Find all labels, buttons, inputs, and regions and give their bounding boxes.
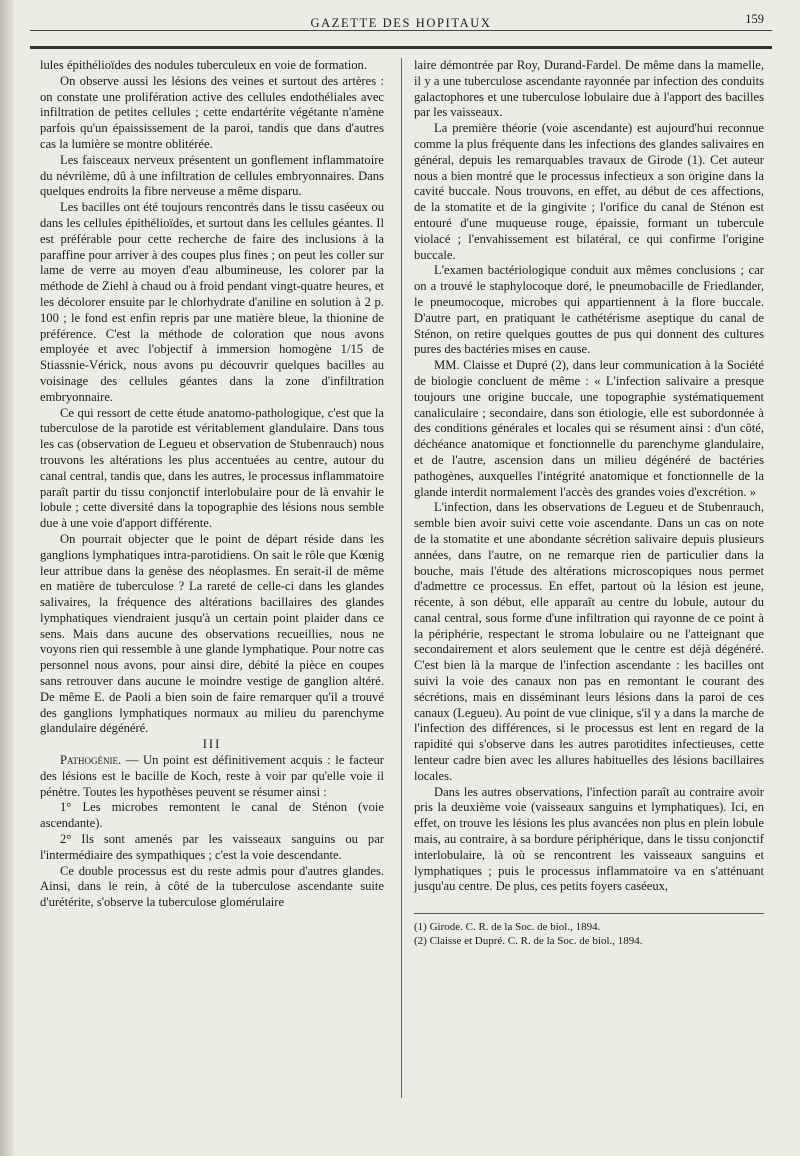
paragraph: L'infection, dans les observations de Legueu et de Stubenrauch, semble bien avoir suivi cette voie ascendante. Dans un cas on note de la stomatite et une abondante sécrétion salivaire depuis plusieurs années, dans l'autre, on ne remarque rien de particulier dans la bouche, mais l'étude des altérations microscopiques nous permet d'admettre ce processus. En effet, partout où la lésion est jeune, récente, à son début, elle apparaît au centre du lobule, autour du canal central, sous forme d'une infiltration qui rayonne de ce point à la périphérie, respectant le stroma lobulaire ou ne l'atteignant que secondairement et alors seulement que le centre est déjà dégénéré. C'est bien là la marque de l'infection ascendante : les bacilles ont suivi la voie des canaux non pas en remontant le courant des sécrétions, mais en disséminant leurs lésions dans la paroi de ces canaux (Legueu). Au point de vue clinique, s'il y a dans la marche de l'infection des différences, si le processus est lent en regard de la rapidité qui s'observe dans les autres parotidites infectieuses, cette lenteur cadre bien avec les allures habituelles des lésions bacillaires locales. xyxy=(414,500,764,783)
column-divider xyxy=(401,58,402,1098)
paragraph: Dans les autres observations, l'infection paraît au contraire avoir pris la deuxième voie (vaisseaux sanguins et lymphatiques). Ici, en effet, on trouve les lésions les plus avancées non plus en plein lobule mais, au contraire, à sa bordure périphérique, dans le tissu conjonctif interlobulaire, là où se rencontrent les vaisseaux sanguins et lymphatiques ; puis le processus inflammatoire va en s'atténuant jusqu'au centre. De plus, ces petits foyers caséeux, xyxy=(414,784,764,894)
right-column xyxy=(414,58,764,948)
paragraph: Les faisceaux nerveux présentent un gonflement inflammatoire du névrilème, dû à une infiltration de cellules embryonnaires. Dans quelques endroits la fibre nerveuse a même disparu. xyxy=(40,152,384,199)
footnote: (1) Girode. C. R. de la Soc. de biol., 1894. xyxy=(414,921,601,934)
footnote: (2) Claisse et Dupré. C. R. de la Soc. de biol., 1894. xyxy=(414,935,643,948)
paragraph: L'examen bactériologique conduit aux mêmes conclusions ; car on a trouvé le staphylocoque doré, le pneumobacille de Friedlander, le pneumocoque, microbes qui appartiennent à la flore buccale. D'autre part, en pratiquant le cathétérisme aseptique du canal de Sténon, on retire quelques gouttes de pus qui donnent des cultures pures des bactéries mises en cause. xyxy=(414,263,764,357)
paragraph: On pourrait objecter que le point de départ réside dans les ganglions lymphatiques intra-parotidiens. On sait le rôle que Kœnig leur attribue dans la genèse des néoplasmes. En serait-il de même en matière de tuberculose ? La rareté de celle-ci dans les glandes salivaires, la fréquence des altérations bacillaires des glandes lymphatiques viendraient jusqu'à un certain point plaider dans ce sens. Mais dans aucune des observations recueillies, nous ne voyons rien qui ressemble à une glande lymphatique. Pour notre cas personnel nous avons, pour ainsi dire, débité la pièce en coupes sans retrouver dans aucune le moindre vestige de ganglion altéré. De même E. de Paoli a bien soin de faire remarquer qu'il a trouvé des ganglions lymphatiques normaux au milieu du parenchyme glandulaire dégénéré. xyxy=(40,531,384,736)
paragraph: Les bacilles ont été toujours rencontrés dans le tissu caséeux ou dans les cellules épithélioïdes, et surtout dans les cellules géantes. Il est préférable pour cette recherche de faire des inclusions à la paraffine pour arriver à des coupes plus fines ; on peut les coller sur lame de verre au moyen d'eau albumineuse, les colorer par la méthode de Ziehl à chaud ou à froid pendant vingt-quatre heures, et les décolorer ensuite par le chlorhydrate d'aniline en solution à 2 p. 100 ; le fond est enfin repris par une matière bleue, la thionine de préférence. C'est la méthode de coloration que nous avons employée et avec l'objectif à immersion homogène 1/15 de Stiassnie-Vérick, nous avons pu découvrir quelques bacilles au voisinage des cellules géantes dans la zone d'infiltration embryonnaire. xyxy=(40,200,384,404)
paragraph: On observe aussi les lésions des veines et surtout des artères : on constate une prolifération active des cellules endothéliales avec infiltration de petites cellules ; cette endartérite végétante n'amène parfois qu'un épaississement de la paroi, tandis que dans d'autres cas la lumière se montre oblitérée. xyxy=(40,73,384,151)
paragraph: La première théorie (voie ascendante) est aujourd'hui reconnue comme la plus fréquente dans les infections des glandes salivaires en général, depuis les remarquables travaux de Girode (1). Cet auteur nous a bien montré que le processus infectieux a son origine dans la cavité buccale. Nous trouvons, en effet, au début de ces affections, de la stomatite et de la gingivite ; l'orifice du canal de Sténon est entouré d'une muqueuse rouge, épaissie, formant un tubercule violacé ; l'envahissement est bilatéral, ce qui confirme l'origine buccale. xyxy=(414,121,764,262)
page-number: 159 xyxy=(745,12,764,26)
section-number: III xyxy=(202,737,222,752)
paragraph: lules épithélioïdes des nodules tuberculeux en voie de formation. xyxy=(40,58,368,72)
left-column xyxy=(40,58,384,911)
paragraph: laire démontrée par Roy, Durand-Fardel. De même dans la mamelle, il y a une tuberculose ascendante rayonnée par infection des conduits galactophores et une tuberculose lobulaire due à l'apport des bacilles par les vaisseaux. xyxy=(414,58,764,120)
section-heading: Pathogénie. xyxy=(60,753,122,768)
header-rule xyxy=(30,30,772,31)
header-double-rule xyxy=(30,46,772,49)
paragraph: 2° Ils sont amenés par les vaisseaux sanguins ou par l'intermédiaire des sympathiques ; c'est la voie descendante. xyxy=(40,832,384,862)
journal-title: GAZETTE DES HOPITAUX xyxy=(310,16,492,30)
paragraph: 1° Les microbes remontent le canal de Sténon (voie ascendante). xyxy=(40,800,384,831)
page-header xyxy=(30,6,772,32)
paragraph: MM. Claisse et Dupré (2), dans leur communication à la Société de biologie concluent de même : « L'infection salivaire a presque toujours une origine buccale, une topographie systématiquement canaliculaire ; secondaire, dans son étiologie, elle est subordonnée à des conditions générales et locales qui se résument ainsi : d'un côté, déchéance anatomique et fonctionnelle du parenchyme glandulaire, et de l'autre, ascension dans un milieu dégénéré de bactéries pathogènes, auxquelles l'intégrité anatomique et fonctionnelle de la glande interdit normalement l'accès des grandes voies d'excrétion. » xyxy=(414,358,764,499)
paragraph: Ce double processus est du reste admis pour d'autres glandes. Ainsi, dans le rein, à côté de la tuberculose ascendante suite d'urétérite, s'observe la tuberculose glomérulaire xyxy=(40,863,384,910)
paragraph-text: — Un point est définitivement acquis : le facteur des lésions est le bacille de Koch, reste à voir par qu'elle voie il pénètre. Toutes les hypothèses peuvent se résumer ainsi : xyxy=(40,753,384,799)
paragraph: Ce qui ressort de cette étude anatomo-pathologique, c'est que la tuberculose de la parotide est véritablement glandulaire. Dans tous les cas (observation de Legueu et observation de Stubenrauch) nous trouvons les altérations les plus accentuées au centre, autour du canal central, tandis que, dans les autres, le processus inflammatoire paraît partir du tissu conjonctif interlobulaire pour de là envahir le lobule ; cette diversité dans la topographie des lésions nous semble due à une voie d'apport différente. xyxy=(40,405,384,531)
page-binding-edge xyxy=(0,0,14,1156)
paragraph xyxy=(40,753,384,800)
footnote-rule xyxy=(414,913,764,914)
